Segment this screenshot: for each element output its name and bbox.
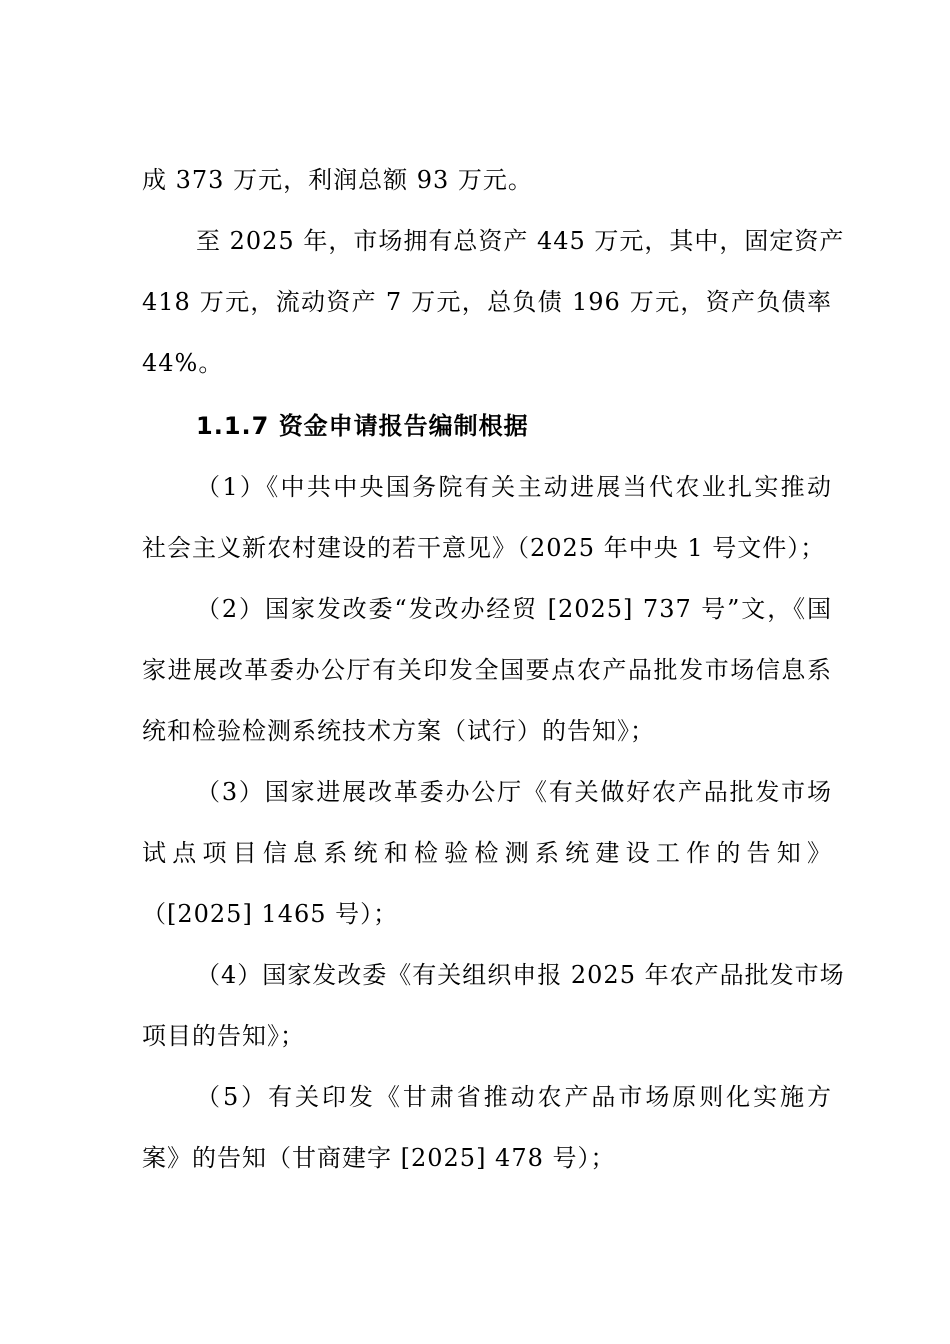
paragraph-line: 418 万元，流动资产 7 万元，总负债 196 万元，资产负债率 xyxy=(142,288,832,316)
list-item-line: 试点项目信息系统和检验检测系统建设工作的告知》 xyxy=(142,839,832,867)
list-item-line: （[2025] 1465 号）； xyxy=(142,900,399,928)
section-heading: 1.1.7 资金申请报告编制根据 xyxy=(196,412,529,440)
list-item-line: （5）有关印发《甘肃省推动农产品市场原则化实施方 xyxy=(196,1083,832,1111)
list-item-line: （3）国家进展改革委办公厅《有关做好农产品批发市场 xyxy=(196,778,832,806)
list-item-line: 案》的告知（甘商建字 [2025] 478 号）； xyxy=(142,1144,616,1172)
list-item-line: （2）国家发改委“发改办经贸 [2025] 737 号”文，《国 xyxy=(196,595,832,623)
paragraph-line: 成 373 万元，利润总额 93 万元。 xyxy=(142,166,533,194)
paragraph-line: 44%。 xyxy=(142,349,224,377)
list-item-line: （4）国家发改委《有关组织申报 2025 年农产品批发市场 xyxy=(196,961,845,989)
list-item-line: 项目的告知》； xyxy=(142,1022,305,1050)
document-page xyxy=(142,150,845,1189)
list-item-line: 统和检验检测系统技术方案（试行）的告知》； xyxy=(142,717,655,745)
list-item-line: 家进展改革委办公厅有关印发全国要点农产品批发市场信息系 xyxy=(142,656,832,684)
paragraph-line: 至 2025 年，市场拥有总资产 445 万元，其中，固定资产 xyxy=(196,227,845,255)
list-item-line: （1）《中共中央国务院有关主动进展当代农业扎实推动 xyxy=(196,473,832,501)
list-item-line: 社会主义新农村建设的若干意见》（2025 年中央 1 号文件）； xyxy=(142,534,826,562)
